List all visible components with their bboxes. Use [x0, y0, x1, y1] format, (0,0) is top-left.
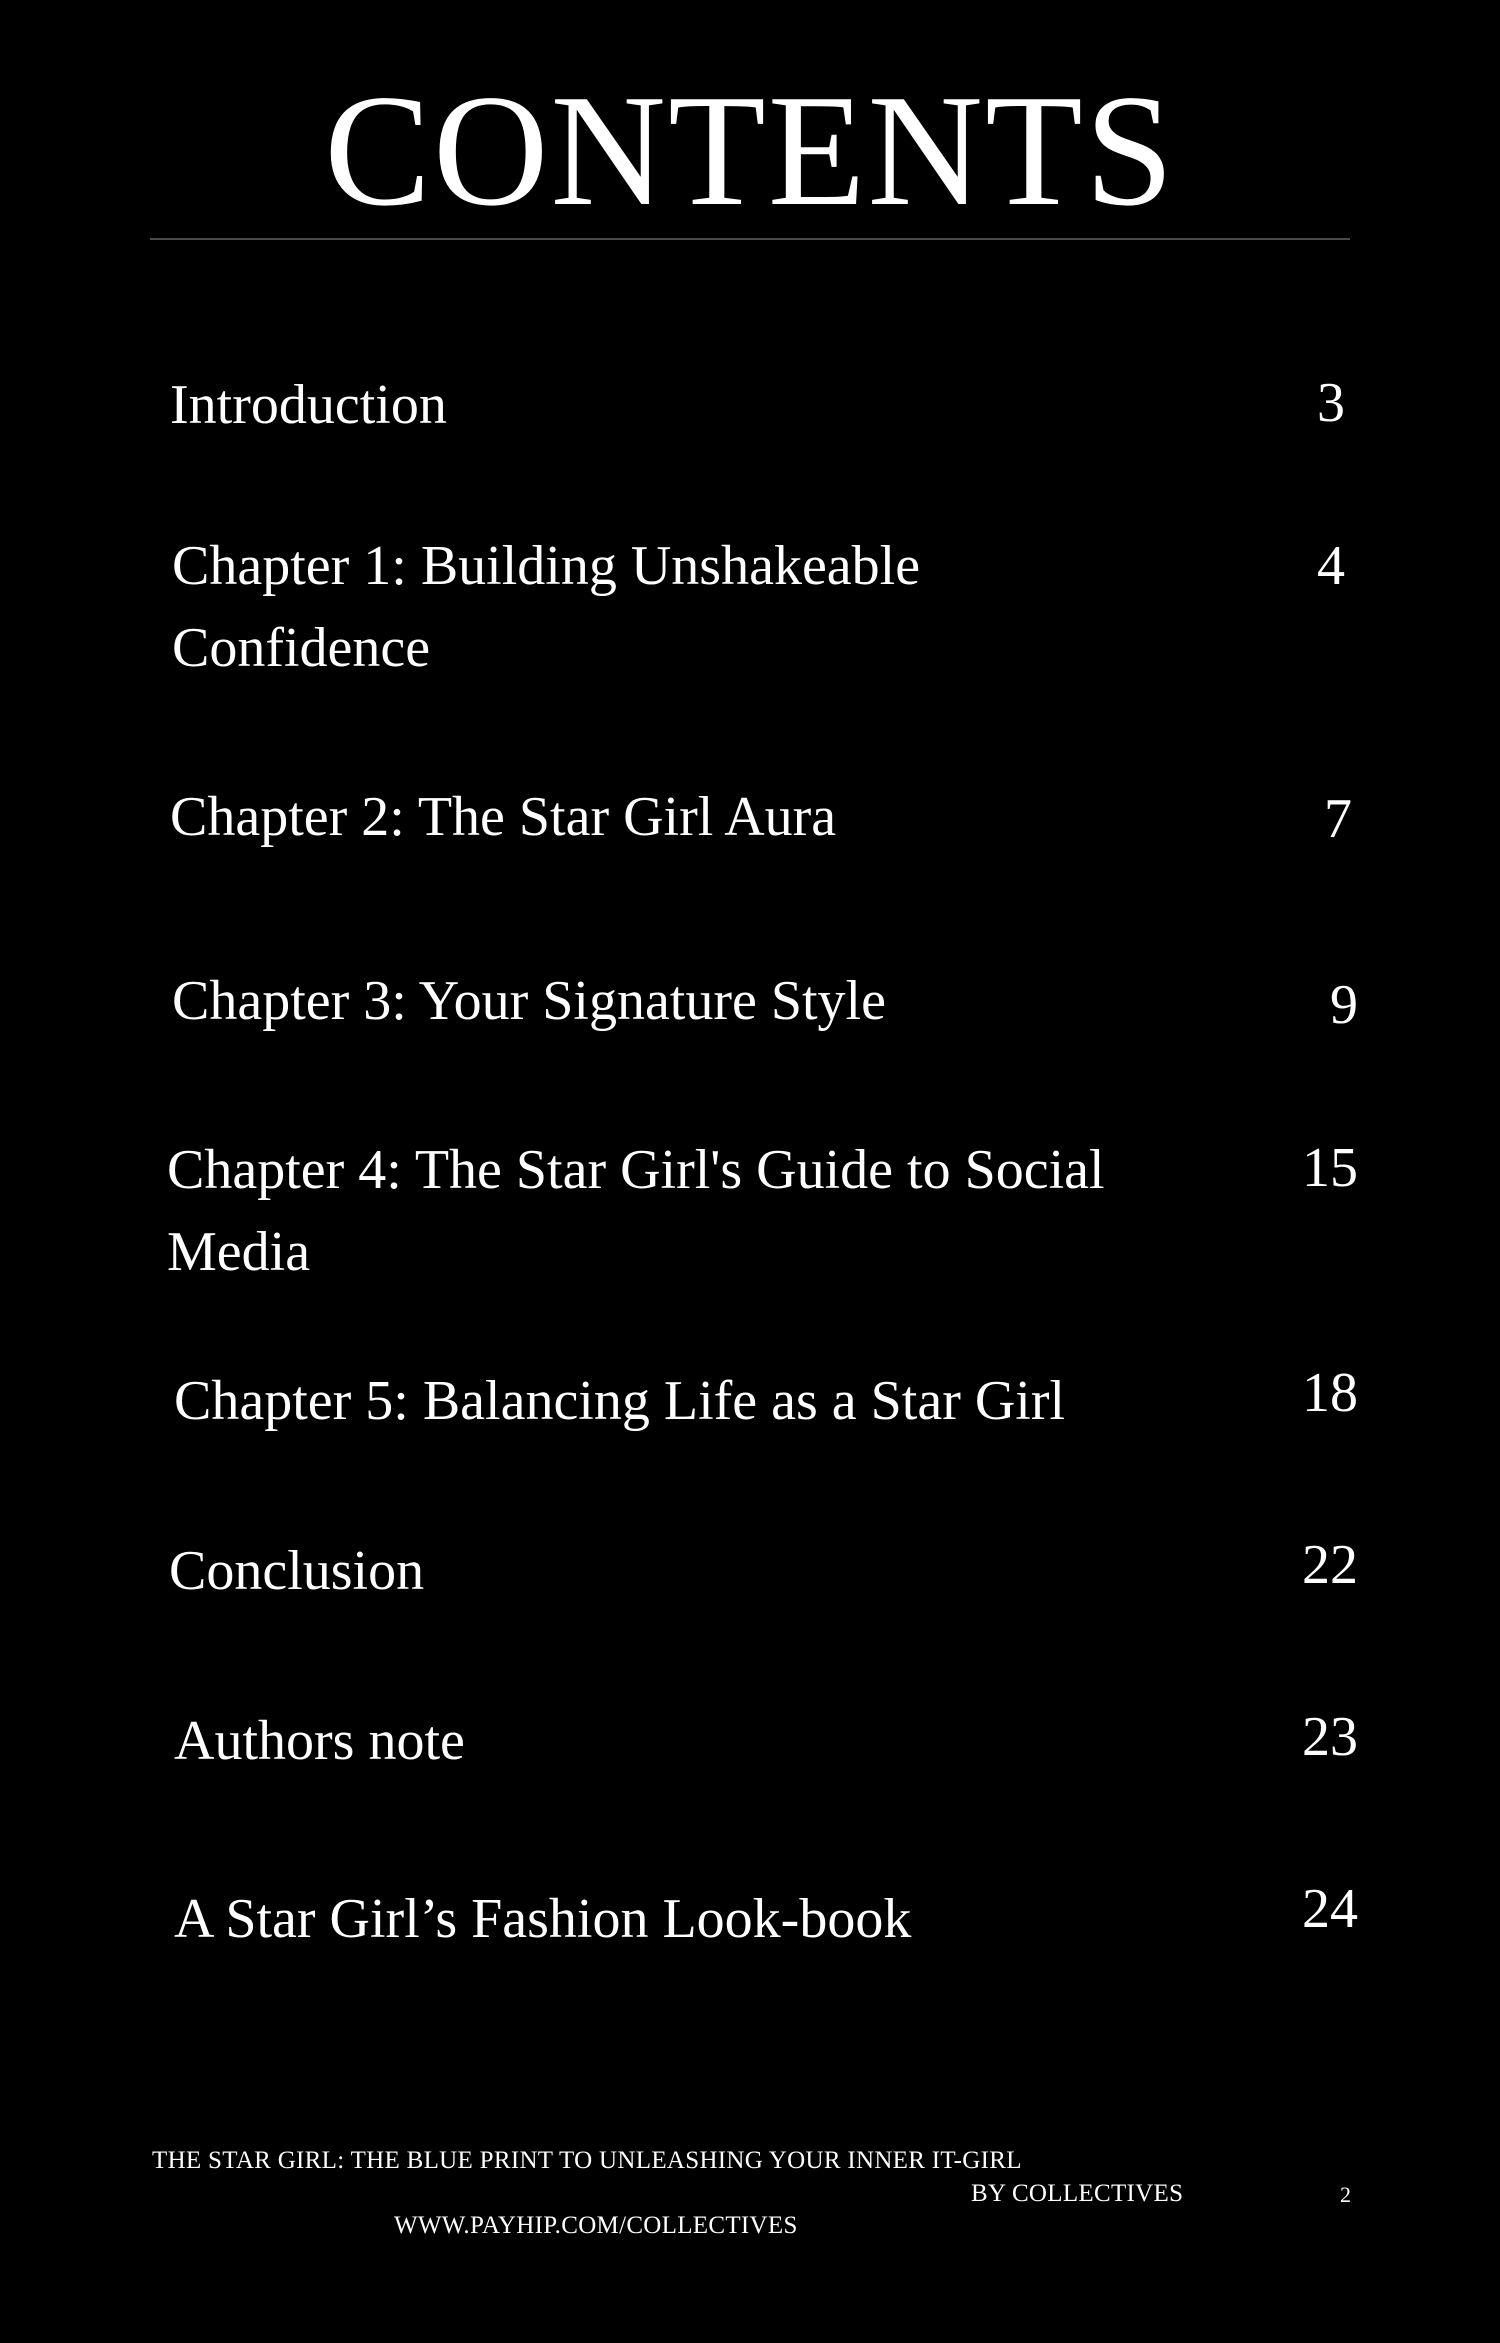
toc-entry-fashion-lookbook[interactable]: [174, 1878, 911, 1960]
toc-page-number: 3: [1317, 372, 1345, 434]
toc-entry-chapter-3[interactable]: [172, 960, 886, 1042]
footer-book-title: THE STAR GIRL: THE BLUE PRINT TO UNLEASHING YOUR INNER IT-GIRL: [152, 2147, 1022, 2174]
toc-entry-label: A Star Girl’s Fashion Look-book: [174, 1888, 912, 1950]
toc-entry-chapter-4[interactable]: [167, 1129, 1105, 1293]
toc-page-number: 18: [1302, 1362, 1358, 1424]
toc-entry-label: Chapter 3: Your Signature Style: [172, 970, 886, 1032]
toc-page-number: 23: [1302, 1706, 1358, 1768]
toc-page-number: 7: [1324, 788, 1352, 850]
toc-page-number: 24: [1302, 1878, 1358, 1940]
toc-entry-label: Authors note: [174, 1710, 465, 1772]
toc-entry-label: Chapter 4: The Star Girl's Guide to Social: [167, 1139, 1105, 1201]
toc-page-number: 22: [1302, 1534, 1358, 1596]
footer-website[interactable]: WWW.PAYHIP.COM/COLLECTIVES: [394, 2212, 798, 2239]
title-divider: [150, 238, 1350, 240]
toc-entry-label: Confidence: [172, 617, 431, 679]
toc-entry-label: Chapter 1: Building Unshakeable: [172, 535, 921, 597]
page-title: CONTENTS: [324, 61, 1176, 239]
toc-entry-introduction[interactable]: [170, 364, 447, 446]
toc-page-number: 9: [1330, 974, 1358, 1036]
toc-entry-label: Conclusion: [169, 1540, 425, 1602]
toc-entry-label: Introduction: [170, 374, 447, 436]
toc-page-number: 15: [1302, 1137, 1358, 1199]
footer-author: BY COLLECTIVES: [971, 2180, 1184, 2207]
toc-entry-conclusion[interactable]: [169, 1530, 424, 1612]
toc-entry-chapter-1[interactable]: [172, 525, 920, 689]
toc-entry-label: Media: [167, 1221, 311, 1283]
toc-entry-chapter-5[interactable]: [174, 1360, 1065, 1442]
footer-page-number: 2: [1340, 2182, 1352, 2207]
toc-entry-label: Chapter 5: Balancing Life as a Star Girl: [174, 1370, 1066, 1432]
toc-page-number: 4: [1317, 535, 1345, 597]
toc-entry-chapter-2[interactable]: [170, 776, 836, 858]
toc-entry-authors-note[interactable]: [174, 1700, 465, 1782]
toc-entry-label: Chapter 2: The Star Girl Aura: [170, 786, 837, 848]
